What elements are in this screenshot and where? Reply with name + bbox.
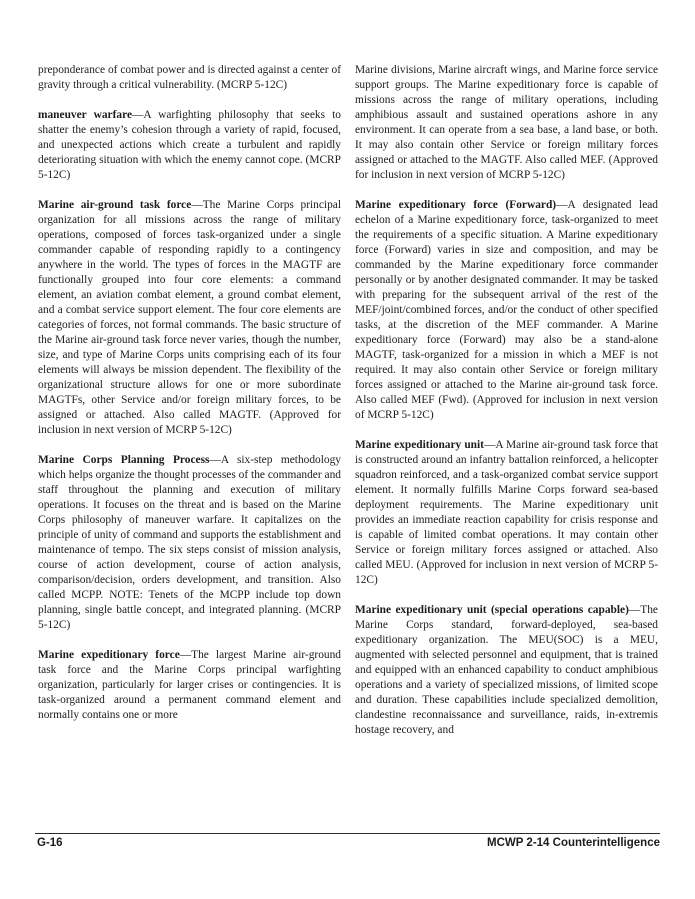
- glossary-term: Marine expeditionary force: [38, 649, 180, 661]
- glossary-entry: [355, 198, 658, 423]
- glossary-entry: [355, 63, 658, 183]
- glossary-definition: —A designated lead echelon of a Marine expeditionary force, task-organized to meet the requirements of a specific situation. A Marine expeditionary force (Forward) varies in size and composition, and may be commanded by the Marine expeditionary force commander personally or by another designated commander. It may be tasked with preparing for the subsequent arrival of the rest of the MEF/joint/combined forces, and/or the conduct of other specified tasks, at the discretion of the MEF commander. A Marine expeditionary force (Forward) may also be a stand-alone MAGTF, task-organized for a mission in which a MEF is not required. It may also contain other Service or foreign military forces assigned or attached to the Marine air-ground task force. Also called MEF (Fwd). (Approved for inclusion in next version of MCRP 5-12C): [355, 199, 658, 421]
- document-title: MCWP 2-14 Counterintelligence: [487, 837, 660, 849]
- glossary-term: Marine Corps Planning Process: [38, 454, 210, 466]
- glossary-definition: —The Marine Corps principal organization for all missions across the range of military operations, composed of forces task-organized under a single commander capable of responding rapidly to a contingency anywhere in the world. The types of forces in the MAGTF are functionally grouped into four core elements: a command element, an aviation combat element, a ground combat element, and a combat service support element. The four core elements are categories of forces, not formal commands. The basic structure of the Marine air-ground task force never varies, though the number, size, and type of Marine Corps units comprising each of its four elements will always be mission dependent. The flexibility of the organizational structure allows for one or more subordinate MAGTFs, other Service and/or foreign military forces, to be assigned or attached. Also called MAGTF. (Approved for inclusion in next version of MCRP 5-12C): [38, 199, 342, 436]
- glossary-entry: [355, 603, 658, 738]
- glossary-entry: [38, 198, 341, 438]
- glossary-definition: —The largest Marine air-ground task force and the Marine Corps principal warfighting organization, particularly for larger crises or contingencies. It is task-organized around a permanent command element and normally contains one or more: [38, 649, 341, 721]
- page-number: G-16: [37, 837, 63, 849]
- glossary-definition: —A warfighting philosophy that seeks to shatter the enemy’s cohesion through a variety of rapid, focused, and unexpected actions which create a turbulent and rapidly deteriorating situation with which the enemy cannot cope. (MCRP 5-12C): [38, 109, 341, 181]
- glossary-definition: Marine divisions, Marine aircraft wings, and Marine force service support groups. The Marine expeditionary force is capable of missions across the range of military operations, including amphibious assault and sustained operations ashore in any environment. It can operate from a sea base, a land base, or both. It may also contain other Service or foreign military forces assigned or attached to the MAGTF. Also called MEF. (Approved for inclusion in next version of MCRP 5-12C): [355, 64, 658, 181]
- glossary-entry: [38, 108, 341, 183]
- right-column: [355, 63, 658, 753]
- left-column: [38, 63, 341, 753]
- glossary-definition: —A Marine air-ground task force that is constructed around an infantry battalion reinforced, a helicopter squadron reinforced, and a task-organized combat service support element. It normally fulfills Marine Corps forward sea-based deployment requirements. The Marine expeditionary unit provides an immediate reaction capability for crisis response and is capable of limited combat operations. It may contain other Service or foreign military forces assigned or attached. Also called MEU. (Approved for inclusion in next version of MCRP 5-12C): [355, 439, 658, 586]
- glossary-entry: [38, 63, 341, 93]
- glossary-term: maneuver warfare: [38, 109, 133, 121]
- glossary-entry: [355, 438, 658, 588]
- glossary-definition: —A six-step methodology which helps organize the thought processes of the commander and staff throughout the planning and execution of military operations. It focuses on the threat and is based on the Marine Corps philosophy of maneuver warfare. It capitalizes on the principle of unity of command and supports the establishment and maintenance of tempo. The six steps consist of mission analysis, course of action development, course of action analysis, comparison/decision, orders development, and transition. Also called MCPP. NOTE: Tenets of the MCPP include top down planning, single battle concept, and integrated planning. (MCRP 5-12C): [38, 454, 341, 631]
- glossary-term: Marine expeditionary force (Forward): [355, 199, 557, 211]
- glossary-term: Marine expeditionary unit: [355, 439, 484, 451]
- footer-text-row: [35, 834, 660, 849]
- glossary-entry: [38, 453, 341, 633]
- glossary-definition: preponderance of combat power and is directed against a center of gravity through a critical vulnerability. (MCRP 5-12C): [38, 64, 341, 91]
- glossary-term: Marine air-ground task force: [38, 199, 192, 211]
- glossary-term: Marine expeditionary unit (special operations capable): [355, 604, 629, 616]
- glossary-entry: [38, 648, 341, 723]
- page-footer: [35, 833, 660, 849]
- glossary-definition: —The Marine Corps standard, forward-deployed, sea-based expeditionary organization. The MEU(SOC) is a MEU, augmented with selected personnel and equipment, that is trained and equipped with an enhanced capability to conduct amphibious operations and a variety of specialized missions, of limited scope and duration. These capabilities include specialized demolition, clandestine reconnaissance and surveillance, raids, in-extremis hostage recovery, and: [355, 604, 658, 736]
